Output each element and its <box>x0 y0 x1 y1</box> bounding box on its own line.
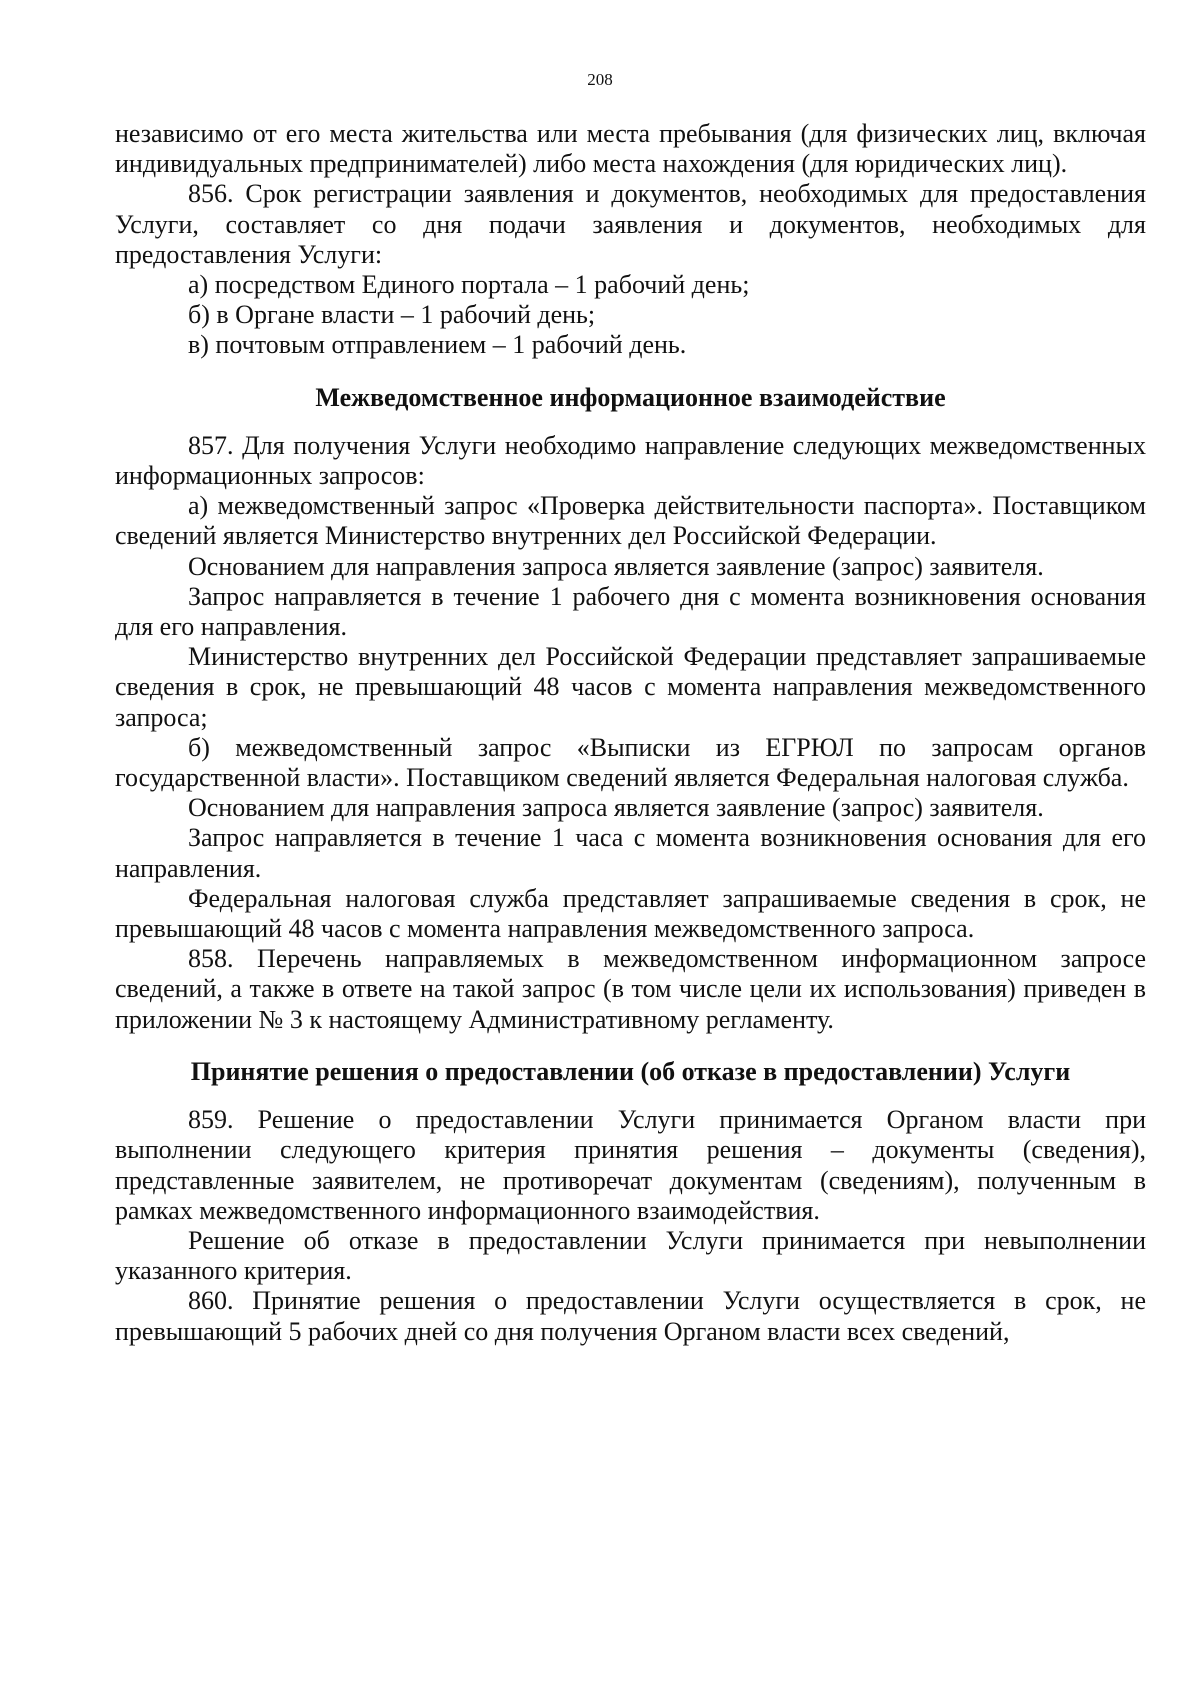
paragraph: Министерство внутренних дел Российской Федерации представляет запрашиваемые сведения в срок, не превышающий 48 часов с момента направления межведомственного запроса; <box>115 642 1146 732</box>
paragraph-860: 860. Принятие решения о предоставлении Услуги осуществляется в срок, не превышающий 5 рабочих дней со дня получения Органом власти всех сведений, <box>115 1286 1146 1346</box>
paragraph: Решение об отказе в предоставлении Услуги принимается при невыполнении указанного критерия. <box>115 1225 1146 1286</box>
paragraph: Федеральная налоговая служба представляет запрашиваемые сведения в срок, не превышающий 48 часов с момента направления межведомственного запроса. <box>115 883 1146 944</box>
paragraph: Основанием для направления запроса является заявление (запрос) заявителя. <box>188 551 1044 581</box>
paragraph-859: 859. Решение о предоставлении Услуги принимается Органом власти при выполнении следующего критерия принятия решения – документы (сведения), представленные заявителем, не противоречат документам (сведениям), полученным в рамках межведомственного информационного взаимодействия. <box>115 1105 1146 1225</box>
paragraph: независимо от его места жительства или места пребывания (для физических лиц, включая индивидуальных предпринимателей) либо места нахождения (для юридических лиц). <box>115 119 1146 179</box>
paragraph: а) межведомственный запрос «Проверка действительности паспорта». Поставщиком сведений является Министерство внутренних дел Российской Федерации. <box>115 491 1146 551</box>
section-heading-decision: Принятие решения о предоставлении (об отказе в предоставлении) Услуги <box>190 1056 1071 1086</box>
list-item-a: а) посредством Единого портала – 1 рабочий день; <box>188 270 750 300</box>
list-item-b: б) в Органе власти – 1 рабочий день; <box>188 300 596 330</box>
paragraph-858: 858. Перечень направляемых в межведомственном информационном запросе сведений, а также в ответе на такой запрос (в том числе цели их использования) приведен в приложении № 3 к настоящему Административному регламенту. <box>115 944 1146 1034</box>
paragraph-857: 857. Для получения Услуги необходимо направление следующих межведомственных информационных запросов: <box>115 430 1146 491</box>
list-item-v: в) почтовым отправлением – 1 рабочий день. <box>188 330 687 360</box>
paragraph: Основанием для направления запроса является заявление (запрос) заявителя. <box>188 793 1044 823</box>
paragraph: Запрос направляется в течение 1 часа с момента возникновения основания для его направления. <box>115 823 1146 883</box>
paragraph-856: 856. Срок регистрации заявления и документов, необходимых для предоставления Услуги, составляет со дня подачи заявления и документов, необходимых для предоставления Услуги: <box>115 179 1146 269</box>
page-number: 208 <box>587 70 613 89</box>
paragraph: б) межведомственный запрос «Выписки из ЕГРЮЛ по запросам органов государственной власти». Поставщиком сведений является Федеральная налоговая служба. <box>115 732 1146 793</box>
paragraph: Запрос направляется в течение 1 рабочего дня с момента возникновения основания для его направления. <box>115 581 1146 642</box>
document-body <box>115 119 1146 1347</box>
section-heading-interagency: Межведомственное информационное взаимодействие <box>315 382 946 412</box>
